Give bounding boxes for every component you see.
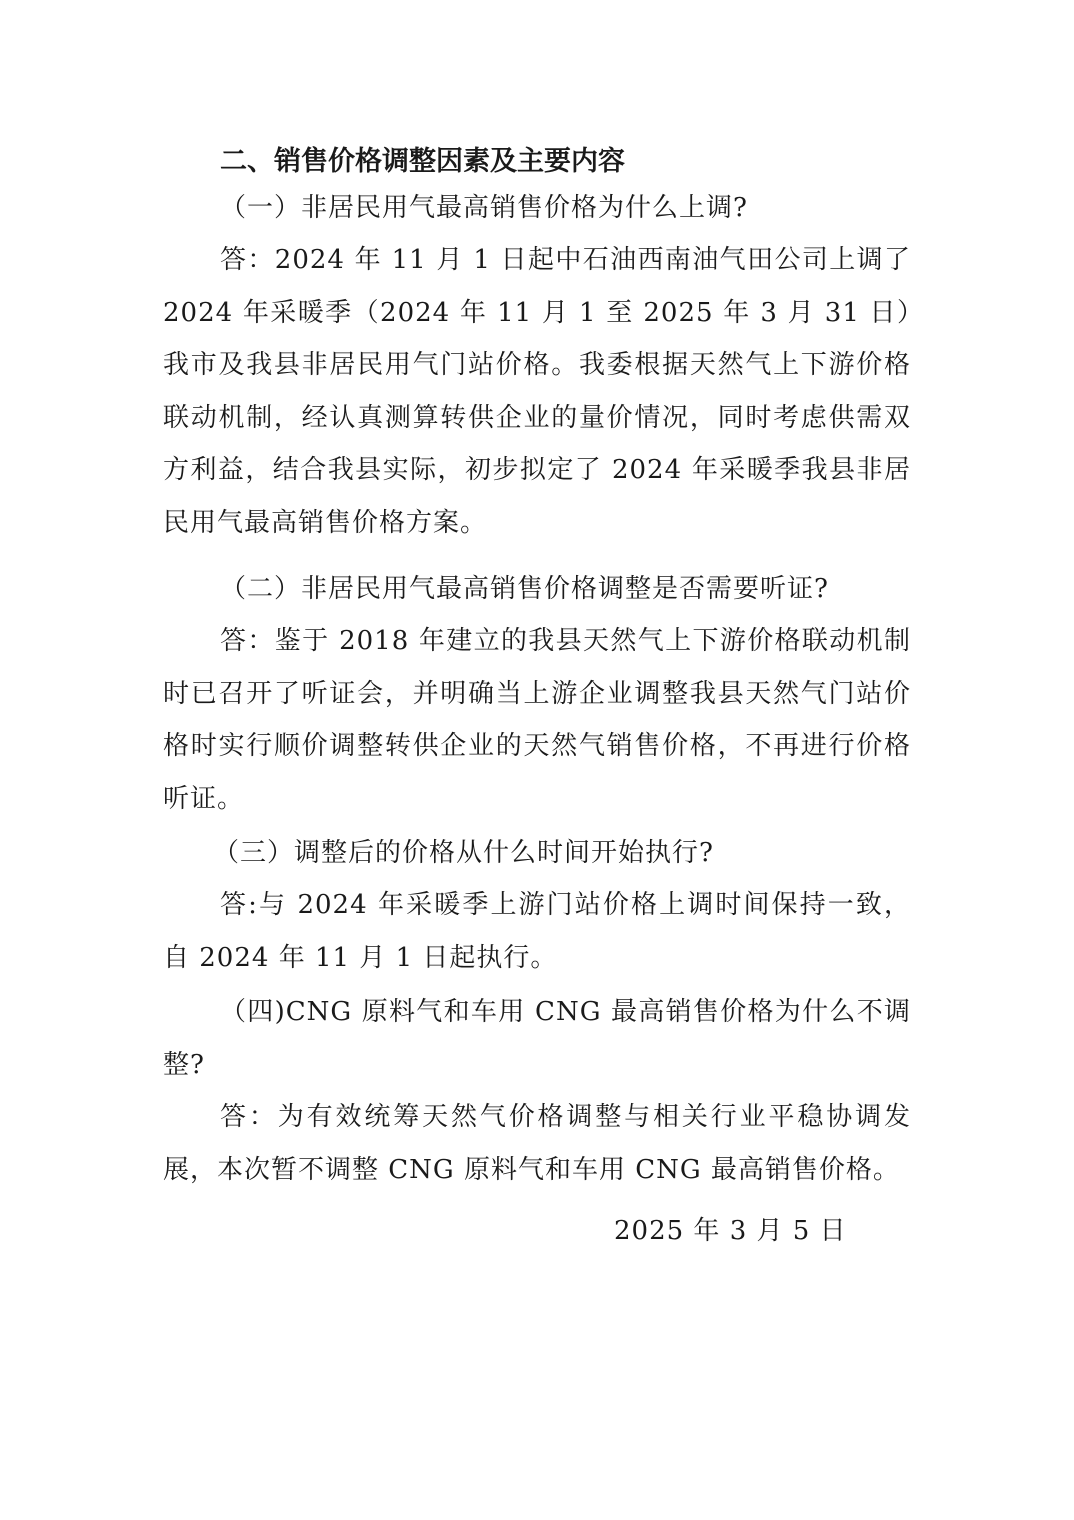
answer-3: 答:与 2024 年采暖季上游门站价格上调时间保持一致，自 2024 年 11 月 1 日起执行。 — [163, 890, 911, 973]
document-date: 2025 年 3 月 5 日 — [614, 1216, 847, 1246]
question-4: （四)CNG 原料气和车用 CNG 最高销售价格为什么不调整? — [163, 997, 911, 1080]
question-1: （一）非居民用气最高销售价格为什么上调? — [220, 193, 748, 223]
question-2: （二）非居民用气最高销售价格调整是否需要听证? — [220, 574, 829, 604]
section-heading: 二、销售价格调整因素及主要内容 — [220, 146, 625, 177]
answer-2: 答：鉴于 2018 年建立的我县天然气上下游价格联动机制时已召开了听证会，并明确当上游企业调整我县天然气门站价格时实行顺价调整转供企业的天然气销售价格，不再进行价格听证。 — [163, 626, 911, 814]
answer-1: 答：2024 年 11 月 1 日起中石油西南油气田公司上调了 2024 年采暖季（2024 年 11 月 1 至 2025 年 3 月 31 日）我市及我县非居民用气门站价格。我委根据天然气上下游价格联动机制，经认真测算转供企业的量价情况，同时考虑供需双方利益，结合我县实际，初步拟定了 2024 年采暖季我县非居民用气最高销售价格方案。 — [163, 245, 911, 538]
answer-4: 答：为有效统筹天然气价格调整与相关行业平稳协调发展，本次暂不调整 CNG 原料气和车用 CNG 最高销售价格。 — [163, 1102, 911, 1185]
question-3: （三）调整后的价格从什么时间开始执行? — [213, 838, 714, 868]
